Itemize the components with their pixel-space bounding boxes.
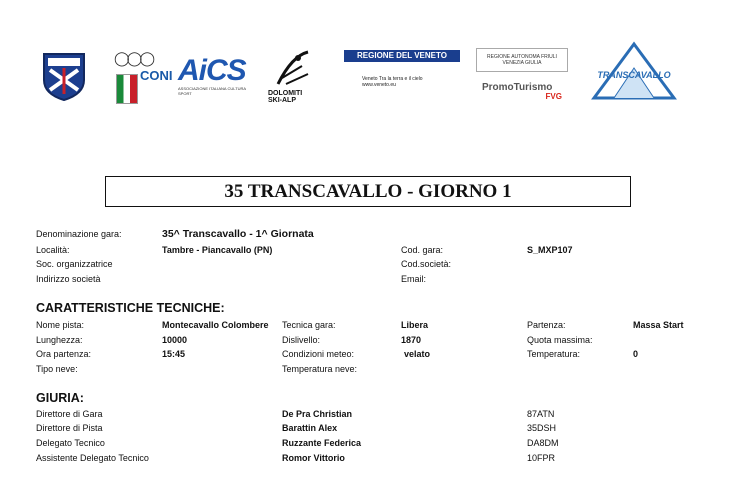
denominazione-label: Denominazione gara: — [36, 229, 122, 239]
nome-pista-value: Montecavallo Colombere — [162, 320, 269, 330]
fisi-logo — [40, 50, 88, 102]
cod-gara-value: S_MXP107 — [527, 245, 573, 255]
giuria-code: 35DSH — [527, 423, 557, 433]
quota-label: Quota massima: — [527, 335, 593, 345]
localita-value: Tambre - Piancavallo (PN) — [162, 245, 273, 255]
promoturismo-logo — [482, 82, 562, 102]
sponsor-logos — [0, 36, 741, 116]
fvg-region-logo: REGIONE AUTONOMA FRIULI VENEZIA GIULIA — [476, 48, 568, 72]
ora-partenza-label: Ora partenza: — [36, 349, 92, 359]
temperatura-label: Temperatura: — [527, 349, 581, 359]
cod-societa-label: Cod.società: — [401, 259, 452, 269]
giuria-name: Romor Vittorio — [282, 453, 345, 463]
indirizzo-label: Indirizzo società — [36, 274, 101, 284]
dislivello-label: Dislivello: — [282, 335, 321, 345]
giuria-code: DA8DM — [527, 438, 559, 448]
cod-gara-label: Cod. gara: — [401, 245, 444, 255]
aics-logo — [178, 56, 250, 96]
meteo-label: Condizioni meteo: — [282, 349, 355, 359]
meteo-value: velato — [404, 349, 431, 359]
transcavallo-logo — [584, 40, 684, 108]
dislivello-value: 1870 — [401, 335, 422, 345]
lunghezza-value: 10000 — [162, 335, 188, 345]
veneto-tourism-logo: Veneto Tra la terra e il cielo www.veneto.eu — [362, 76, 423, 88]
dolomiti-logo — [268, 48, 316, 106]
tech-heading: CARATTERISTICHE TECNICHE: — [36, 301, 225, 315]
nome-pista-label: Nome pista: — [36, 320, 85, 330]
giuria-role: Delegato Tecnico — [36, 438, 105, 448]
lunghezza-label: Lunghezza: — [36, 335, 83, 345]
transcavallo-text: TRANSCAVALLO — [597, 70, 671, 80]
giuria-name: De Pra Christian — [282, 409, 353, 419]
giuria-name: Ruzzante Federica — [282, 438, 362, 448]
giuria-role: Direttore di Gara — [36, 409, 103, 419]
soc-organizzatrice-label: Soc. organizzatrice — [36, 259, 113, 269]
localita-label: Località: — [36, 245, 70, 255]
regione-veneto-logo: REGIONE DEL VENETO — [344, 50, 460, 62]
aics-subtext: ASSOCIAZIONE ITALIANA CULTURA SPORT — [178, 86, 246, 96]
email-label: Email: — [401, 274, 427, 284]
tecnica-value: Libera — [401, 320, 429, 330]
temperatura-neve-label: Temperatura neve: — [282, 364, 358, 374]
partenza-value: Massa Start — [633, 320, 684, 330]
promoturismo-text: PromoTurismo — [482, 82, 553, 93]
ora-partenza-value: 15:45 — [162, 349, 186, 359]
giuria-code: 87ATN — [527, 409, 555, 419]
dolomiti-text: DOLOMITI SKI-ALP — [268, 90, 303, 104]
coni-text: CONI — [140, 68, 173, 83]
coni-logo — [110, 50, 173, 104]
skier-icon — [268, 48, 316, 88]
promoturismo-fvg-text: FVG — [545, 92, 562, 101]
aics-text: AiCS — [178, 54, 246, 87]
denominazione-value: 35^ Transcavallo - 1^ Giornata — [162, 228, 314, 240]
giuria-role: Assistente Delegato Tecnico — [36, 453, 149, 463]
giuria-role: Direttore di Pista — [36, 423, 103, 433]
olympic-rings-icon: ◯◯◯ — [114, 50, 153, 66]
temperatura-value: 0 — [633, 349, 639, 359]
page-title: 35 TRANSCAVALLO - GIORNO 1 — [105, 176, 631, 207]
partenza-label: Partenza: — [527, 320, 566, 330]
italian-flag-icon — [116, 74, 138, 104]
tecnica-label: Tecnica gara: — [282, 320, 336, 330]
giuria-name: Barattin Alex — [282, 423, 338, 433]
tipo-neve-label: Tipo neve: — [36, 364, 78, 374]
giuria-code: 10FPR — [527, 453, 556, 463]
giuria-heading: GIURIA: — [36, 391, 84, 405]
